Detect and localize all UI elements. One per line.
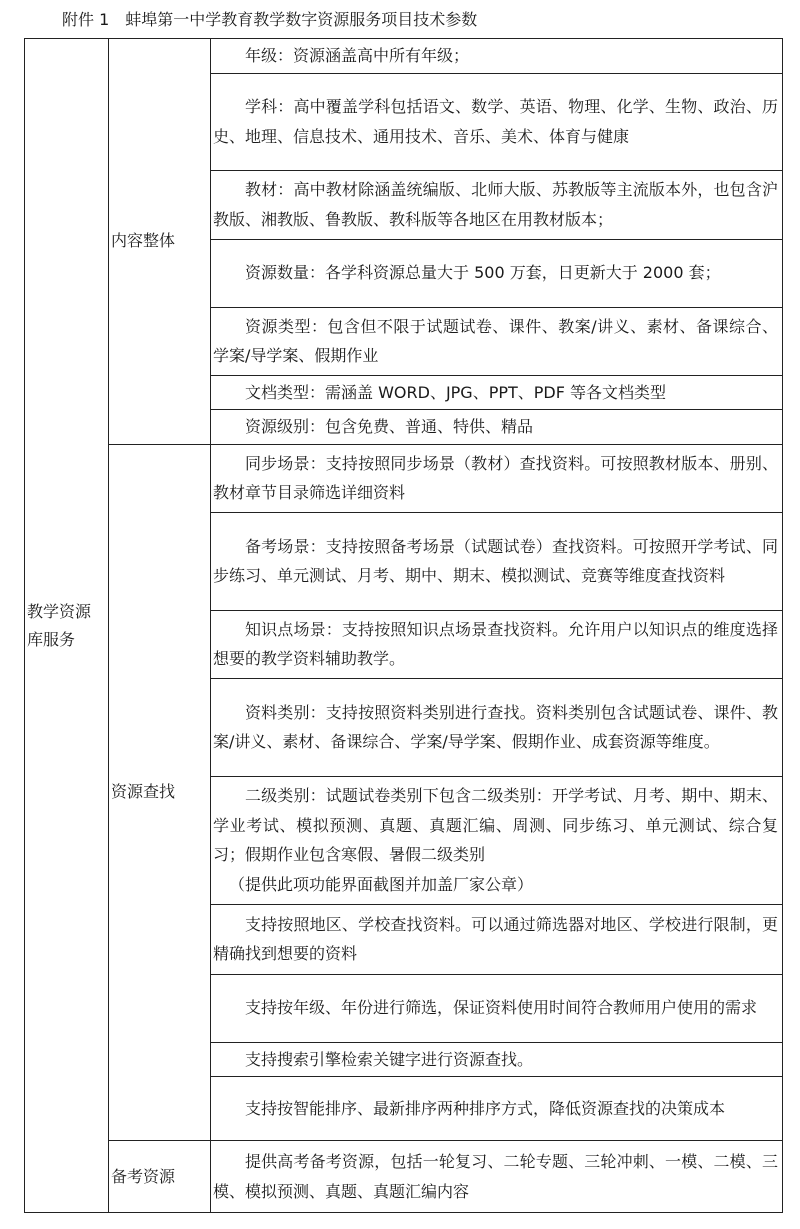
spec-item: 资源类型：包含但不限于试题试卷、课件、教案/讲义、素材、备课综合、学案/导学案、假期作业: [211, 307, 783, 375]
table-row: [25, 444, 783, 512]
table-row: [25, 1141, 783, 1213]
spec-item: 教材：高中教材除涵盖统编版、北师大版、苏教版等主流版本外，也包含沪教版、湘教版、鲁教版、教科版等各地区在用教材版本；: [211, 170, 783, 239]
spec-item: 文档类型：需涵盖 WORD、JPG、PPT、PDF 等各文档类型: [211, 375, 783, 410]
table-row: [25, 39, 783, 74]
spec-item-note: （提供此项功能界面截图并加盖厂家公章）: [229, 874, 534, 894]
spec-table: [24, 38, 783, 1213]
spec-item: 资源数量：各学科资源总量大于 500 万套，日更新大于 2000 套；: [211, 239, 783, 307]
spec-item: 年级：资源涵盖高中所有年级；: [211, 39, 783, 74]
spec-item: 支持按智能排序、最新排序两种排序方式，降低资源查找的决策成本: [211, 1077, 783, 1141]
section-cell-content-overall: 内容整体: [109, 39, 211, 445]
section-cell-resource-search: 资源查找: [109, 444, 211, 1141]
spec-item: 资源级别：包含免费、普通、特供、精品: [211, 410, 783, 445]
spec-item: [211, 776, 783, 904]
spec-item: 同步场景：支持按照同步场景（教材）查找资料。可按照教材版本、册别、教材章节目录筛选详细资料: [211, 444, 783, 512]
category-cell: 教学资源库服务: [25, 39, 109, 1213]
spec-item: 知识点场景：支持按照知识点场景查找资料。允许用户以知识点的维度选择想要的教学资料辅助教学。: [211, 610, 783, 678]
spec-item: 备考场景：支持按照备考场景（试题试卷）查找资料。可按照开学考试、同步练习、单元测试、月考、期中、期末、模拟测试、竞赛等维度查找资料: [211, 512, 783, 610]
spec-item: 支持搜索引擎检索关键字进行资源查找。: [211, 1042, 783, 1077]
spec-item: 支持按照地区、学校查找资料。可以通过筛选器对地区、学校进行限制，更精确找到想要的资料: [211, 904, 783, 974]
document-title: 附件 1 蚌埠第一中学教育教学数字资源服务项目技术参数: [62, 10, 478, 29]
section-cell-exam-resources: 备考资源: [109, 1141, 211, 1213]
spec-item: 提供高考备考资源，包括一轮复习、二轮专题、三轮冲刺、一模、二模、三模、模拟预测、真题、真题汇编内容: [211, 1141, 783, 1213]
spec-item: 资料类别：支持按照资料类别进行查找。资料类别包含试题试卷、课件、教案/讲义、素材、备课综合、学案/导学案、假期作业、成套资源等维度。: [211, 678, 783, 776]
spec-item-text: 二级类别：试题试卷类别下包含二级类别：开学考试、月考、期中、期末、学业考试、模拟预测、真题、真题汇编、周测、同步练习、单元测试、综合复习；假期作业包含寒假、暑假二级类别: [213, 786, 778, 864]
spec-item: 支持按年级、年份进行筛选，保证资料使用时间符合教师用户使用的需求: [211, 974, 783, 1042]
spec-item: 学科：高中覆盖学科包括语文、数学、英语、物理、化学、生物、政治、历史、地理、信息技术、通用技术、音乐、美术、体育与健康: [211, 73, 783, 170]
